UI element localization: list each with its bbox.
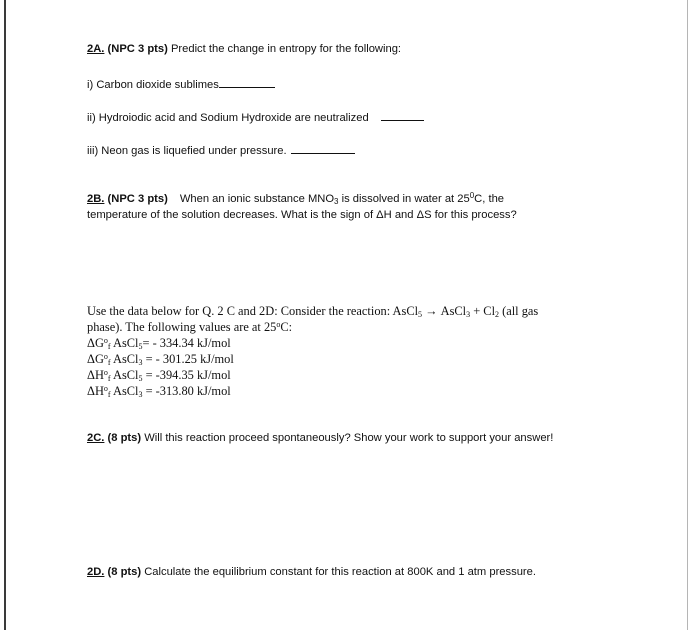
data-intro-text-4: (all gas (499, 304, 539, 318)
subscript-2: 2 (495, 310, 500, 319)
data-intro-text-3: + Cl (470, 304, 496, 318)
standard-mark: o (103, 368, 108, 377)
formation-mark: f (107, 390, 111, 399)
formation-mark: f (107, 342, 111, 351)
question-2d-number: 2D. (87, 566, 105, 578)
value-amount: = - 301.25 kJ/mol (142, 352, 234, 366)
question-2a-points: (NPC 3 pts) (107, 43, 168, 55)
question-2b-points: (NPC 3 pts) (107, 193, 168, 205)
value-species: AsCl (110, 336, 139, 350)
answer-blank-2[interactable] (381, 110, 424, 121)
thermo-value-row (87, 336, 231, 351)
subscript-5: 5 (418, 310, 423, 319)
right-border-line (687, 0, 688, 630)
thermo-value-row (87, 384, 231, 399)
question-2d-points: (8 pts) (107, 566, 142, 578)
value-symbol: ΔH (87, 368, 104, 382)
question-2b-text-3: C, the (474, 193, 505, 205)
data-intro-line-1 (87, 304, 538, 319)
question-2c (87, 432, 553, 444)
left-border-line (4, 0, 6, 630)
standard-mark: o (103, 336, 108, 345)
question-2d (87, 566, 536, 578)
subscript-3: 3 (466, 310, 471, 319)
thermo-value-row (87, 352, 234, 367)
formation-mark: f (107, 358, 111, 367)
value-amount: = -394.35 kJ/mol (142, 368, 231, 382)
item-3-label: iii) Neon gas is liquefied under pressure. (87, 145, 287, 157)
question-2a-item-3 (87, 143, 355, 157)
subscript-3: 3 (334, 197, 339, 206)
species-subscript: 3 (138, 358, 143, 367)
value-amount: = - 334.34 kJ/mol (142, 336, 231, 350)
answer-blank-1[interactable] (219, 77, 275, 88)
question-2a-item-1 (87, 77, 275, 91)
value-species: AsCl (110, 368, 139, 382)
question-2b-text-4: temperature of the solution decreases. What is the sign of ΔH and ΔS for this process? (87, 209, 517, 221)
standard-mark: o (103, 352, 108, 361)
question-2b-text-1: When an ionic substance MNO (179, 193, 335, 205)
value-amount: = -313.80 kJ/mol (142, 384, 231, 398)
degree-mark: 0 (469, 191, 475, 200)
value-symbol: ΔH (87, 384, 104, 398)
answer-blank-3[interactable] (291, 143, 355, 154)
data-intro-line-2 (87, 320, 292, 335)
item-2-label: ii) Hydroiodic acid and Sodium Hydroxide are neutralized (87, 112, 369, 124)
question-2c-prompt: Will this reaction proceed spontaneously? Show your work to support your answer! (144, 432, 554, 444)
data-intro-text-6: C: (280, 320, 293, 334)
question-2b-number: 2B. (87, 193, 105, 205)
species-subscript: 3 (138, 390, 143, 399)
degree-mark: o (276, 320, 281, 329)
standard-mark: o (103, 384, 108, 393)
thermo-value-row (87, 368, 231, 383)
species-subscript: 5 (138, 374, 143, 383)
item-1-label: i) Carbon dioxide sublimes (87, 79, 219, 91)
reaction-arrow-icon: → (422, 304, 441, 318)
question-2a-number: 2A. (87, 43, 105, 55)
value-species: AsCl (110, 352, 139, 366)
question-2b-line-2 (87, 209, 517, 221)
question-2d-prompt: Calculate the equilibrium constant for this reaction at 800K and 1 atm pressure. (144, 566, 536, 578)
question-2a-item-2 (87, 110, 424, 124)
question-2b-text-2: is dissolved in water at 25 (338, 193, 470, 205)
question-2a-heading (87, 43, 401, 55)
value-symbol: ΔG (87, 352, 104, 366)
formation-mark: f (107, 374, 111, 383)
species-subscript: 5 (138, 342, 143, 351)
question-2b-line-1 (87, 193, 504, 205)
value-species: AsCl (110, 384, 139, 398)
data-intro-text-1: Use the data below for Q. 2 C and 2D: Consider the reaction: AsCl (87, 304, 419, 318)
question-2c-number: 2C. (87, 432, 105, 444)
data-intro-text-5: phase). The following values are at 25 (87, 320, 277, 334)
value-symbol: ΔG (87, 336, 104, 350)
question-2c-points: (8 pts) (107, 432, 142, 444)
question-2a-prompt: Predict the change in entropy for the following: (170, 43, 402, 55)
data-intro-text-2: AsCl (440, 304, 467, 318)
